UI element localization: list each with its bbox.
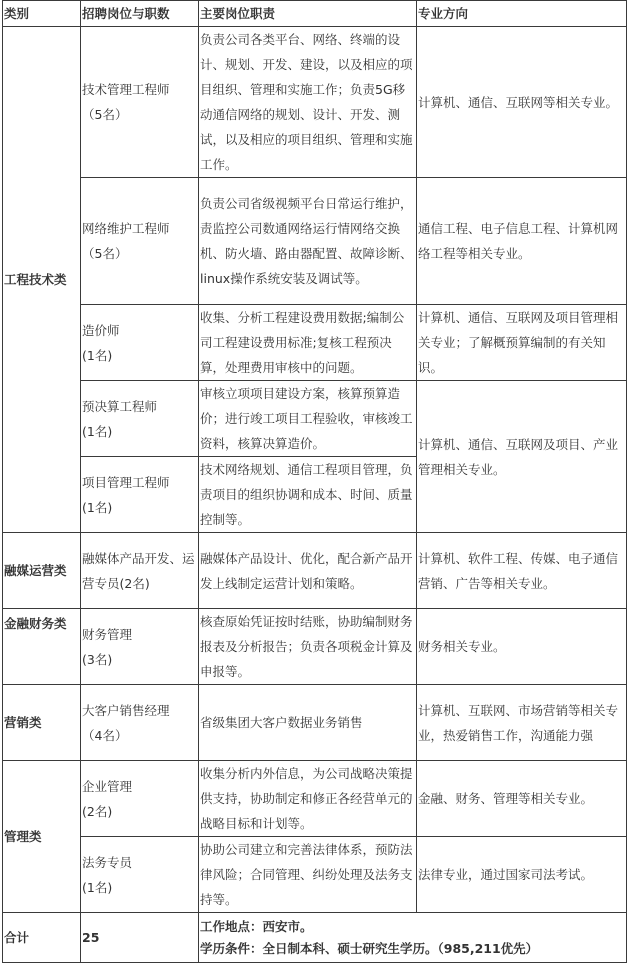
table-row [3, 178, 627, 305]
major-cell: 计算机、通信、互联网及项目、产业管理相关专业。 [417, 381, 627, 533]
table-row [3, 305, 627, 381]
header-position: 招聘岗位与职数 [81, 1, 199, 27]
total-notes [199, 913, 627, 963]
duties-cell: 收集、分析工程建设费用数据;编制公司工程建设费用标准;复核工程预决算，处理费用审核中的问题。 [199, 305, 417, 381]
header-duties: 主要岗位职责 [199, 1, 417, 27]
major-cell: 财务相关专业。 [417, 609, 627, 685]
category-finance: 金融财务类 [3, 609, 81, 685]
table-row [3, 837, 627, 913]
duties-cell: 融媒体产品设计、优化，配合新产品开发上线制定运营计划和策略。 [199, 533, 417, 609]
position-cell: 造价师 (1名) [81, 305, 199, 381]
position-cell: 法务专员 (1名) [81, 837, 199, 913]
table-row [3, 609, 627, 685]
duties-cell: 技术网络规划、通信工程项目管理，负责项目的组织协调和成本、时间、质量控制等。 [199, 457, 417, 533]
major-cell: 通信工程、电子信息工程、计算机网络工程等相关专业。 [417, 178, 627, 305]
table-row [3, 685, 627, 761]
major-cell: 金融、财务、管理等相关专业。 [417, 761, 627, 837]
position-cell: 企业管理 (2名) [81, 761, 199, 837]
table-row [3, 761, 627, 837]
position-cell: 预决算工程师 (1名) [81, 381, 199, 457]
major-cell: 计算机、互联网、市场营销等相关专业，热爱销售工作，沟通能力强 [417, 685, 627, 761]
position-cell: 财务管理 (3名) [81, 609, 199, 685]
duties-cell: 收集分析内外信息，为公司战略决策提供支持，协助制定和修正各经营单元的战略目标和计划等。 [199, 761, 417, 837]
work-location: 工作地点：西安市。 [200, 918, 313, 934]
position-cell: 网络维护工程师 （5名） [81, 178, 199, 305]
major-cell: 法律专业，通过国家司法考试。 [417, 837, 627, 913]
major-cell: 计算机、软件工程、传媒、电子通信营销、广告等相关专业。 [417, 533, 627, 609]
table-row [3, 533, 627, 609]
category-marketing: 营销类 [3, 685, 81, 761]
table-row [3, 27, 627, 178]
duties-cell: 负责公司各类平台、网络、终端的设计、规划、开发、建设，以及相应的项目组织、管理和实施工作；负责5G移动通信网络的规划、设计、开发、测试，以及相应的项目组织、管理和实施工作。 [199, 27, 417, 178]
duties-cell: 省级集团大客户数据业务销售 [199, 685, 417, 761]
major-cell: 计算机、通信、互联网等相关专业。 [417, 27, 627, 178]
header-category: 类别 [3, 1, 81, 27]
duties-cell: 协助公司建立和完善法律体系，预防法律风险；合同管理、纠纷处理及法务支持等。 [199, 837, 417, 913]
header-major: 专业方向 [417, 1, 627, 27]
total-row [3, 913, 627, 963]
position-cell: 大客户销售经理 （4名） [81, 685, 199, 761]
position-cell: 技术管理工程师 （5名） [81, 27, 199, 178]
duties-cell: 审核立项项目建设方案，核算预算造价；进行竣工项目工程验收，审核竣工资料，核算决算造价。 [199, 381, 417, 457]
category-media: 融媒运营类 [3, 533, 81, 609]
recruitment-table [2, 0, 627, 963]
education-requirement: 学历条件：全日制本科、硕士研究生学历。（985,211优先） [200, 940, 539, 956]
duties-cell: 核查原始凭证按时结账，协助编制财务报表及分析报告；负责各项税金计算及申报等。 [199, 609, 417, 685]
table-row [3, 381, 627, 457]
major-cell: 计算机、通信、互联网及项目管理相关专业；了解概预算编制的有关知识。 [417, 305, 627, 381]
table-header-row [3, 1, 627, 27]
category-total: 合计 [3, 913, 81, 963]
duties-cell: 负责公司省级视频平台日常运行维护，责监控公司数通网络运行情网络交换机、防火墙、路由器配置、故障诊断、linux操作系统安装及调试等。 [199, 178, 417, 305]
position-cell: 项目管理工程师 (1名) [81, 457, 199, 533]
category-engineering: 工程技术类 [3, 27, 81, 533]
position-cell: 融媒体产品开发、运营专员(2名) [81, 533, 199, 609]
total-count: 25 [81, 913, 199, 963]
category-management: 管理类 [3, 761, 81, 913]
